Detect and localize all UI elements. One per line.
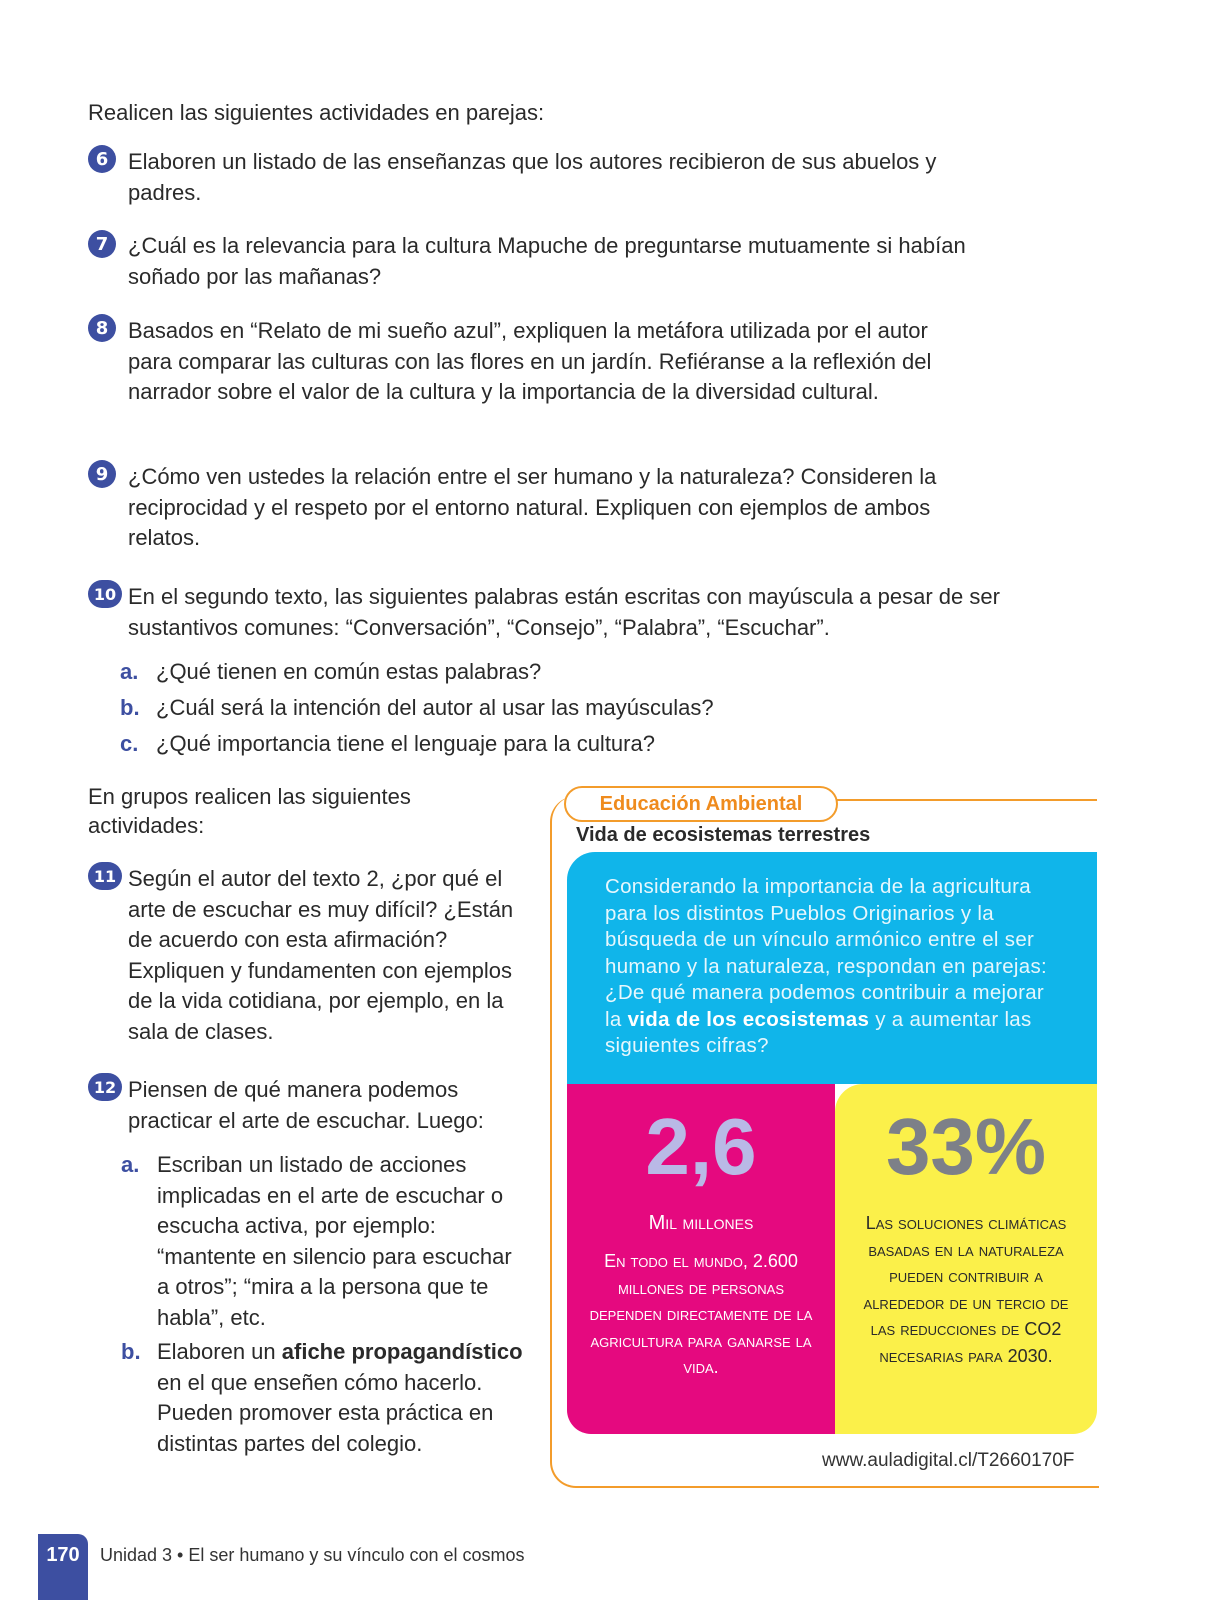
pairs-heading: Realicen las siguientes actividades en parejas: <box>88 100 545 125</box>
question-10-item-a <box>120 657 956 688</box>
question-11-text: Según el autor del texto 2, ¿por qué el arte de escuchar es muy difícil? ¿Están de acuerdo con esta afirmación? Expliquen y fundamenten con ejemplos de la vida cotidiana, por ejemplo, en la sala de clases. <box>128 866 514 1044</box>
question-10-text: En el segundo texto, las siguientes palabras están escritas con mayúscula a pesar de ser sustantivos comunes: “Conversación”, “Consejo”, “Palabra”, “Escuchar”. <box>128 584 1000 640</box>
question-12-text: Piensen de qué manera podemos practicar el arte de escuchar. Luego: <box>128 1077 484 1133</box>
item-letter: c. <box>120 731 139 756</box>
question-number-10: 10 <box>88 580 122 608</box>
question-number-12: 12 <box>88 1073 122 1101</box>
stat-panel-agriculture <box>567 1084 835 1434</box>
question-7-text: ¿Cuál es la relevancia para la cultura Mapuche de preguntarse mutuamente si habían soñado por las mañanas? <box>128 233 966 289</box>
prompt-bold: vida de los ecosistemas <box>627 1007 870 1031</box>
question-number-11: 11 <box>88 862 122 890</box>
item-text: ¿Qué importancia tiene el lenguaje para la cultura? <box>156 731 655 756</box>
question-number-8: 8 <box>88 314 116 342</box>
item-text-post: en el que enseñen cómo hacerlo. Pueden promover esta práctica en distintas partes del colegio. <box>157 1369 494 1456</box>
item-letter: a. <box>120 659 139 684</box>
question-6-text: Elaboren un listado de las enseñanzas que los autores recibieron de sus abuelos y padres. <box>128 149 937 205</box>
question-number-7: 7 <box>88 230 116 258</box>
item-text: ¿Qué tienen en común estas palabras? <box>156 659 542 684</box>
groups-heading: En grupos realicen las siguientes actividades: <box>88 784 411 838</box>
environmental-tab: Educación Ambiental <box>564 786 838 822</box>
item-letter: a. <box>121 1152 140 1177</box>
question-12-item-b <box>121 1337 537 1459</box>
stat-unit: Mil millones <box>648 1212 754 1234</box>
item-text-bold: afiche propagandístico <box>281 1339 523 1364</box>
stat-panel-climate <box>835 1084 1097 1434</box>
item-letter: b. <box>120 695 140 720</box>
question-number-6: 6 <box>88 145 116 173</box>
stat-number-33: 33% <box>885 1102 1047 1191</box>
question-8-text: Basados en “Relato de mi sueño azul”, expliquen la metáfora utilizada por el autor para comparar las culturas con las flores en un jardín. Refiéranse a la reflexión del narrador sobre el valor de la cultura y la importancia de la diversidad cultural. <box>128 318 932 404</box>
environmental-subtitle: Vida de ecosistemas terrestres <box>576 824 871 846</box>
item-text-pre: Elaboren un <box>157 1339 282 1364</box>
item-text: Escriban un listado de acciones implicadas en el arte de escuchar o escucha activa, por ejemplo: “mantente en silencio para escuchar a otros”; “mira a la persona que te habla”, etc. <box>157 1152 512 1330</box>
item-letter: b. <box>121 1339 141 1364</box>
question-12-item-a <box>121 1150 527 1333</box>
stat-description: Las soluciones climáticas basadas en la naturaleza pueden contribuir a alrededor de un tercio de las reducciones de CO2 necesarias para 2030. <box>863 1213 1069 1366</box>
question-10-item-b <box>120 693 956 724</box>
question-number-9: 9 <box>88 460 116 488</box>
stat-number-2-6: 2,6 <box>645 1102 757 1191</box>
item-text: ¿Cuál será la intención del autor al usar las mayúsculas? <box>156 695 714 720</box>
page-number: 170 <box>46 1544 80 1566</box>
environmental-box-top-rule <box>836 799 1097 801</box>
unit-footer: Unidad 3 • El ser humano y su vínculo con el cosmos <box>100 1545 525 1565</box>
question-10-item-c <box>120 729 956 760</box>
stat-description: En todo el mundo, 2.600 millones de personas dependen directamente de la agricultura para ganarse la vida. <box>589 1251 813 1377</box>
environmental-prompt: Considerando la importancia de la agricultura para los distintos Pueblos Originarios y la búsqueda de un vínculo armónico entre el ser humano y la naturaleza, respondan en parejas: ¿De qué manera podemos contribuir a mejorar la vida de los ecosistemas y a aumentar las siguientes cifras? <box>605 875 1048 1057</box>
question-9-text: ¿Cómo ven ustedes la relación entre el ser humano y la naturaleza? Consideren la reciprocidad y el respeto por el entorno natural. Expliquen con ejemplos de ambos relatos. <box>128 464 937 550</box>
resource-link[interactable]: www.auladigital.cl/T2660170F <box>822 1450 1075 1471</box>
environmental-prompt-panel <box>567 852 1097 1084</box>
